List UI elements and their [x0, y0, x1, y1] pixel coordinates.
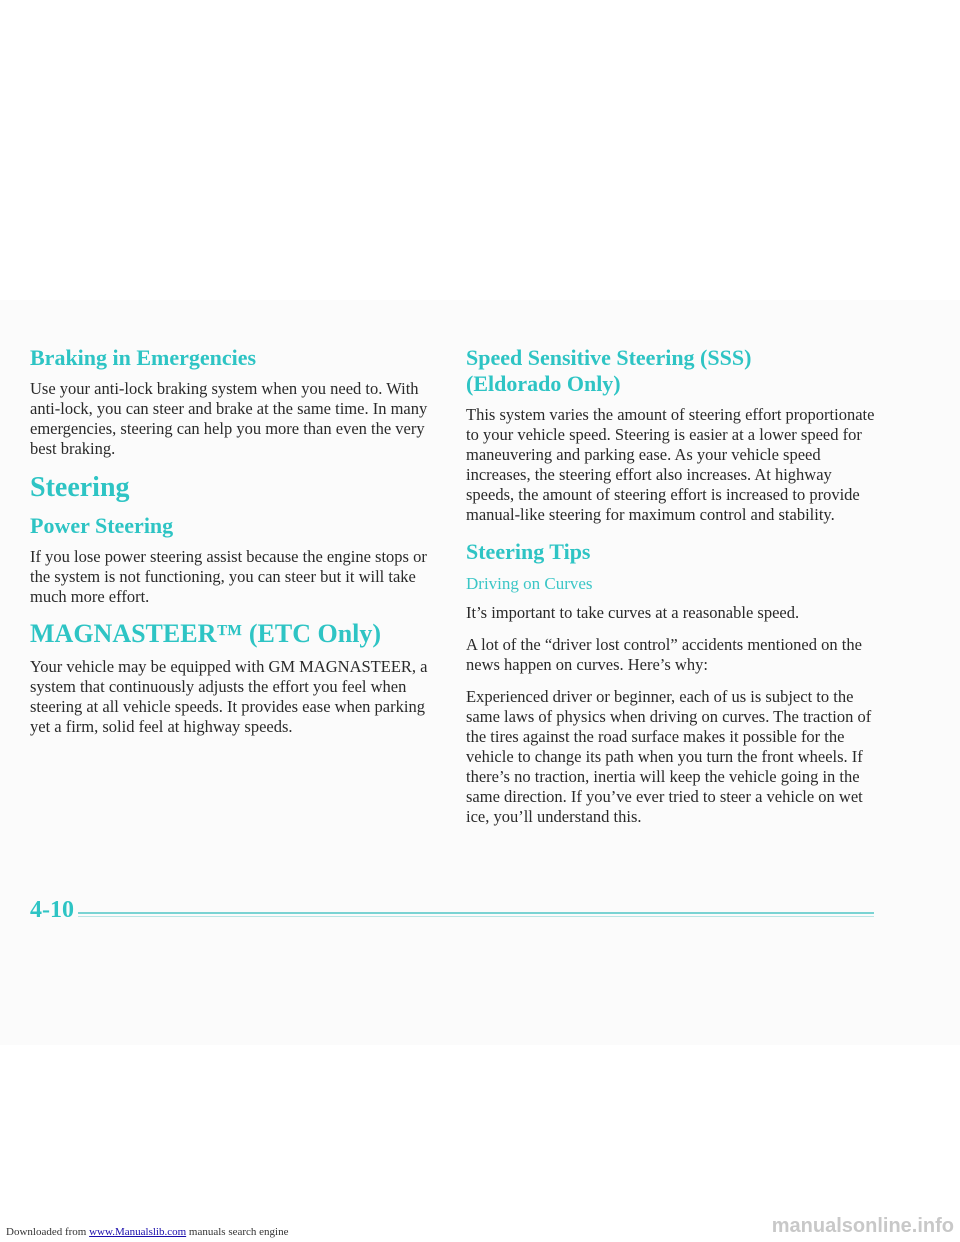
curves-paragraph-3: Experienced driver or beginner, each of us is subject to the same laws of physics when driving on curves. The traction of the tires against the road surface makes it possible for the vehicle to change its path when you turn the front wheels. If there’s no traction, inertia will keep the vehicle going in the same direction. If you’ve ever tried to steer a vehicle on wet ice, you’ll understand this. — [466, 687, 872, 826]
download-suffix: manuals search engine — [186, 1226, 289, 1238]
sss-paragraph: This system varies the amount of steering effort proportionate to your vehicle speed. Steering is easier at a lower speed for maneuvering and parking ease. As your vehicle speed increases, the steering effort also increases. At highway speeds, the amount of steering effort is increased to provide manual-like steering for maximum control and stability. — [466, 405, 875, 524]
braking-heading: Braking in Emergencies — [30, 345, 257, 370]
left-column — [30, 345, 430, 749]
braking-paragraph: Use your anti-lock braking system when you need to. With anti-lock, you can steer and brake at the same time. In many emergencies, steering can help you more than even the very best braking. — [30, 379, 428, 458]
power-steering-paragraph: If you lose power steering assist because the engine stops or the system is not functioning, you can steer but it will take much more effort. — [30, 547, 427, 606]
power-steering-heading: Power Steering — [30, 513, 174, 538]
curves-paragraph-2: A lot of the “driver lost control” accidents mentioned on the news happen on curves. Here’s why: — [466, 635, 862, 674]
right-column — [466, 345, 876, 839]
footer-rule — [78, 912, 874, 914]
steering-tips-heading: Steering Tips — [466, 539, 591, 564]
manualslib-link[interactable]: www.Manualslib.com — [89, 1226, 187, 1238]
site-watermark: manualsonline.info — [771, 1215, 954, 1237]
download-prefix: Downloaded from — [6, 1226, 90, 1238]
sss-heading: Speed Sensitive Steering (SSS) (Eldorado Only) — [466, 345, 752, 396]
footer-rule-secondary — [78, 916, 874, 917]
curves-paragraph-1: It’s important to take curves at a reasonable speed. — [466, 603, 800, 622]
steering-heading: Steering — [30, 472, 130, 503]
page-number: 4-10 — [30, 897, 74, 923]
download-attribution — [6, 1226, 288, 1238]
magnasteer-paragraph: Your vehicle may be equipped with GM MAGNASTEER, a system that continuously adjusts the effort you feel when steering at all vehicle speeds. It provides ease when parking yet a firm, solid feel at highway speeds. — [30, 657, 428, 736]
driving-on-curves-heading: Driving on Curves — [466, 574, 593, 593]
magnasteer-heading: MAGNASTEER™ (ETC Only) — [30, 619, 382, 648]
